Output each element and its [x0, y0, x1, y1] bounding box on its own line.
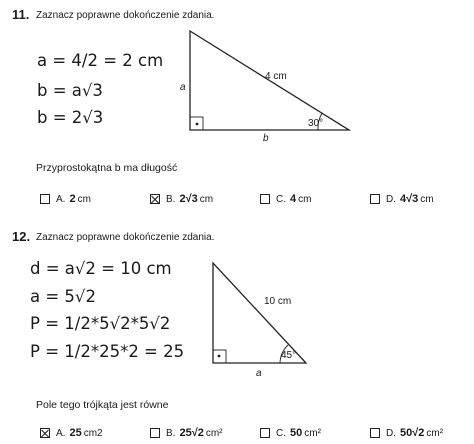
- question-11-number: 11.: [12, 7, 30, 22]
- q12-label-a: a: [256, 368, 262, 379]
- q11-option-a-value: 2: [69, 193, 76, 205]
- q12-option-d-unit: cm²: [426, 427, 444, 439]
- q11-option-d-checkbox[interactable]: [370, 194, 380, 204]
- question-11-prompt: Przyprostokątna b ma długość: [36, 162, 178, 174]
- q11-label-hypotenuse: 4 cm: [265, 71, 287, 82]
- q11-option-b-value: 2√3: [179, 193, 198, 205]
- q12-option-d-letter: D.: [386, 427, 396, 439]
- q12-option-a-unit: cm2: [83, 427, 103, 439]
- q12-option-a-checkbox[interactable]: [40, 428, 50, 438]
- q12-option-b-checkbox[interactable]: [150, 428, 160, 438]
- q12-option-c-letter: C.: [276, 427, 286, 439]
- q11-option-b-checkbox[interactable]: [150, 194, 160, 204]
- q11-option-c[interactable]: [260, 193, 311, 205]
- q11-option-c-letter: C.: [276, 193, 286, 205]
- q11-option-d-letter: D.: [386, 193, 396, 205]
- q11-work-line-1: a = 4/2 = 2 cm: [37, 51, 164, 70]
- q12-option-d[interactable]: [370, 427, 443, 439]
- q11-option-a-letter: A.: [56, 193, 66, 205]
- q12-option-b-letter: B.: [166, 427, 176, 439]
- q12-work-line-1: d = a√2 = 10 cm: [30, 259, 172, 278]
- q12-option-b[interactable]: [150, 427, 223, 439]
- q11-option-a[interactable]: [40, 193, 91, 205]
- q12-label-hypotenuse: 10 cm: [264, 296, 292, 307]
- question-12-number: 12.: [12, 229, 31, 244]
- q11-label-b: b: [263, 133, 269, 144]
- q11-option-b-unit: cm: [199, 193, 214, 205]
- q12-option-b-unit: cm²: [205, 427, 223, 439]
- q12-work-line-4: P = 1/2*25*2 = 25: [30, 342, 185, 361]
- q11-option-b[interactable]: [150, 193, 213, 205]
- q11-option-d[interactable]: [370, 193, 434, 205]
- q11-option-a-unit: cm: [77, 193, 91, 205]
- q12-option-d-value: 50√2: [400, 427, 425, 439]
- q11-label-angle: 30°: [308, 118, 324, 129]
- q12-option-a-value: 25: [69, 427, 82, 439]
- question-12-prompt: Pole tego trójkąta jest równe: [36, 399, 169, 411]
- q11-option-c-value: 4: [290, 193, 297, 205]
- q12-work-line-3: P = 1/2*5√2*5√2: [30, 314, 171, 333]
- q12-option-c-checkbox[interactable]: [260, 428, 270, 438]
- q11-option-d-value: 4√3: [400, 193, 419, 205]
- q11-option-c-unit: cm: [298, 193, 312, 205]
- q12-option-b-value: 25√2: [179, 427, 204, 439]
- q12-option-a-letter: A.: [56, 427, 66, 439]
- q11-work-line-3: b = 2√3: [37, 108, 104, 127]
- q12-option-c-value: 50: [290, 427, 303, 439]
- question-11-instruction: Zaznacz poprawne dokończenie zdania.: [36, 10, 215, 21]
- q12-work-line-2: a = 5√2: [30, 287, 96, 306]
- q12-label-angle: 45°: [281, 350, 297, 361]
- q11-option-c-checkbox[interactable]: [260, 194, 270, 204]
- q11-work-line-2: b = a√3: [37, 81, 103, 100]
- q11-option-d-unit: cm: [420, 193, 434, 205]
- q11-option-b-letter: B.: [166, 193, 176, 205]
- q12-option-a[interactable]: [40, 427, 103, 439]
- q12-option-c[interactable]: [260, 427, 321, 439]
- q11-option-a-checkbox[interactable]: [40, 194, 50, 204]
- q12-option-d-checkbox[interactable]: [370, 428, 380, 438]
- q11-label-a: a: [180, 82, 186, 93]
- question-12-instruction: Zaznacz poprawne dokończenie zdania.: [36, 232, 215, 243]
- q12-option-c-unit: cm²: [304, 427, 321, 439]
